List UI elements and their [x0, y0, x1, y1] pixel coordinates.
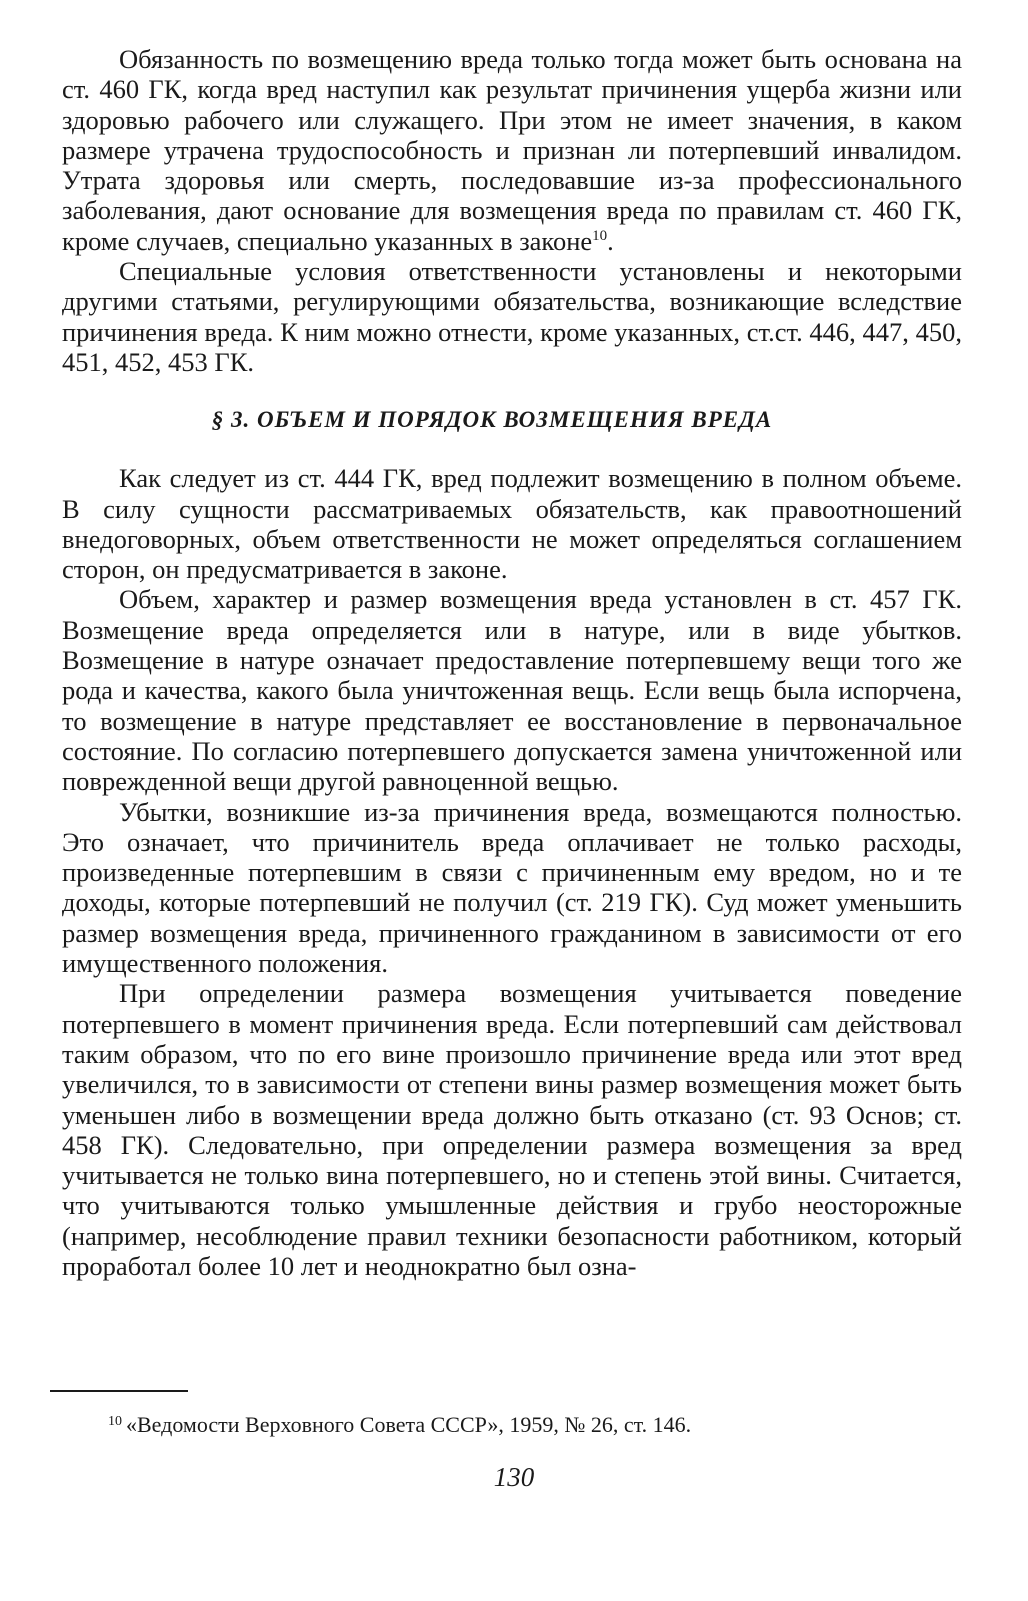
paragraph: Специальные условия ответственности установлены и некоторыми другими статьями, регулирующими обязательства, возникающие вследствие причинения вреда. К ним можно отнести, кроме указанных, ст.ст. 446, 447, 450, 451, 452, 453 ГК. [62, 256, 962, 377]
footnote [108, 1408, 691, 1439]
paragraph-text: Обязанность по возмещению вреда только тогда может быть основана на ст. 460 ГК, когда вред наступил как результат причинения ущерба жизни или здоровью рабочего или служащего. При этом не имеет значения, в каком размере утрачена трудоспособность и признан ли потерпевший инвалидом. Утрата здоровья или смерть, последовавшие из-за профессионального заболевания, дают основание для возмещения вреда по правилам ст. 460 ГК, кроме случаев, специально указанных в законе [62, 44, 962, 256]
paragraph: Убытки, возникшие из-за причинения вреда, возмещаются полностью. Это означает, что причинитель вреда оплачивает не только расходы, произведенные потерпевшим в связи с причиненным ему вредом, но и те доходы, которые потерпевший не получил (ст. 219 ГК). Суд может уменьшить размер возмещения вреда, причиненного гражданином в зависимости от его имущественного положения. [62, 796, 962, 979]
paragraph: Объем, характер и размер возмещения вреда установлен в ст. 457 ГК. Возмещение вреда определяется или в натуре, или в виде убытков. Возмещение в натуре означает предоставление потерпевшему вещи того же рода и качества, какого была уничтоженная вещь. Если вещь была испорчена, то возмещение в натуре представляет ее восстановление в первоначальное состояние. По согласию потерпевшего допускается замена уничтоженной или поврежденной вещи другой равноценной вещью. [62, 584, 962, 797]
page-body [62, 44, 962, 1281]
section-heading: § 3. ОБЪЕМ И ПОРЯДОК ВОЗМЕЩЕНИЯ ВРЕДА [211, 407, 773, 433]
footnote-reference[interactable]: 10 [592, 227, 608, 244]
footnote-divider [50, 1390, 188, 1392]
paragraph [62, 44, 962, 256]
paragraph-tail: . [607, 225, 614, 256]
footnote-text: «Ведомости Верховного Совета СССР», 1959, № 26, ст. 146. [126, 1412, 692, 1437]
page-number: 130 [493, 1462, 535, 1492]
footnote-mark: 10 [108, 1414, 122, 1429]
paragraph: При определении размера возмещения учитывается поведение потерпевшего в момент причинения вреда. Если потерпевший сам действовал таким образом, что по его вине произошло причинение вреда или этот вред увеличился, то в зависимости от степени вины размер возмещения может быть уменьшен либо в возмещении вреда должно быть отказано (ст. 93 Основ; ст. 458 ГК). Следовательно, при определении размера возмещения за вред учитывается не только вина потерпевшего, но и степень этой вины. Считается, что учитываются только умышленные действия и грубо неосторожные (например, несоблюдение правил техники безопасности работником, который проработал более 10 лет и неоднократно был озна- [62, 978, 962, 1281]
paragraph: Как следует из ст. 444 ГК, вред подлежит возмещению в полном объеме. В силу сущности рассматриваемых обязательств, как правоотношений внедоговорных, объем ответственности не может определяться соглашением сторон, он предусматривается в законе. [62, 463, 962, 585]
